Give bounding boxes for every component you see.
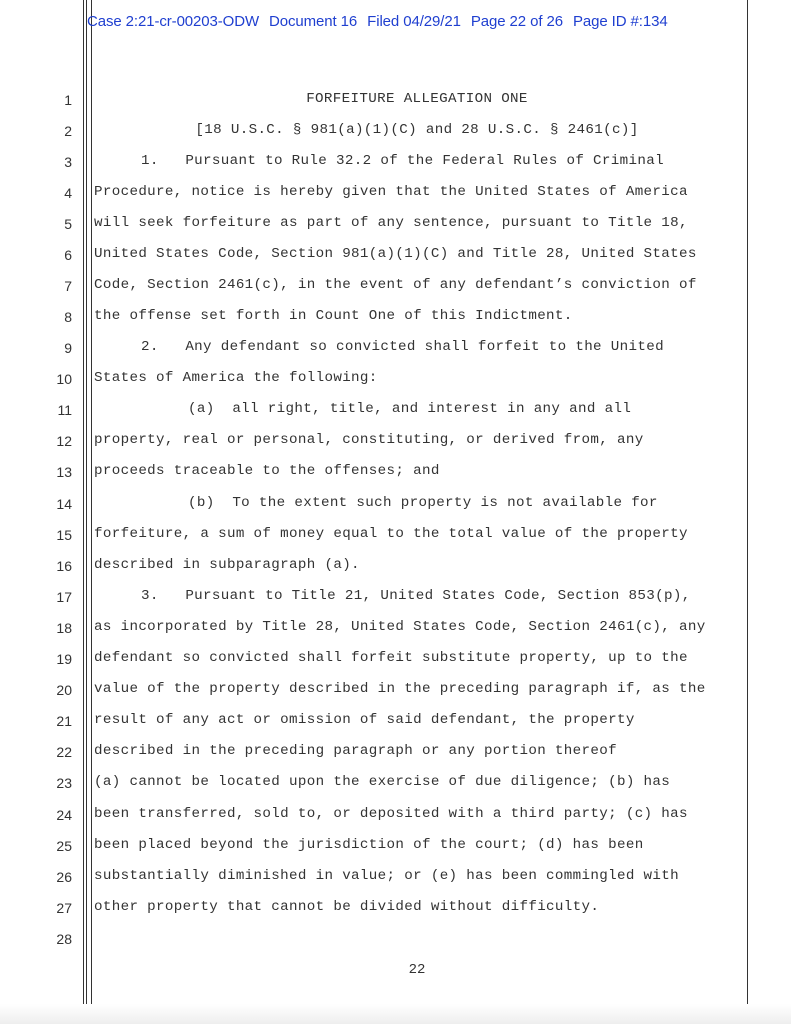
line-number: 12 — [56, 433, 72, 449]
line-number: 14 — [56, 496, 72, 512]
body-line: described in the preceding paragraph or any portion thereof — [94, 743, 617, 759]
body-line: described in subparagraph (a). — [94, 557, 360, 573]
body-line: other property that cannot be divided without difficulty. — [94, 899, 600, 915]
line-number: 1 — [64, 92, 72, 108]
body-line: property, real or personal, constituting, or derived from, any — [94, 432, 644, 448]
page-id: Page ID #:134 — [572, 13, 668, 30]
body-line: (b) To the extent such property is not available for — [188, 495, 658, 511]
body-line: defendant so convicted shall forfeit substitute property, up to the — [94, 650, 688, 666]
line-number: 22 — [56, 744, 72, 760]
body-line: the offense set forth in Count One of this Indictment. — [94, 308, 573, 324]
line-number: 6 — [64, 247, 72, 263]
line-number: 15 — [56, 527, 72, 543]
body-line: 3. Pursuant to Title 21, United States Code, Section 853(p), — [141, 588, 691, 604]
body-line: substantially diminished in value; or (e) has been commingled with — [94, 868, 680, 884]
body-line: 2. Any defendant so convicted shall forfeit to the United — [141, 339, 664, 355]
body-line: Procedure, notice is hereby given that the United States of America — [94, 184, 688, 200]
line-number: 16 — [56, 558, 72, 574]
line-number: 20 — [56, 682, 72, 698]
body-line: value of the property described in the preceding paragraph if, as the — [94, 681, 706, 697]
line-number: 24 — [56, 807, 72, 823]
body-line: been placed beyond the jurisdiction of the court; (d) has been — [94, 837, 644, 853]
body-line: result of any act or omission of said defendant, the property — [94, 712, 635, 728]
body-line: (a) all right, title, and interest in any and all — [188, 401, 632, 417]
body-line: (a) cannot be located upon the exercise of due diligence; (b) has — [94, 774, 671, 790]
line-number: 18 — [56, 620, 72, 636]
case-number: Case 2:21-cr-00203-ODW — [87, 13, 260, 30]
line-number: 13 — [56, 464, 72, 480]
line-number: 5 — [64, 216, 72, 232]
statute-citation: [18 U.S.C. § 981(a)(1)(C) and 28 U.S.C. § 2461(c)] — [195, 122, 639, 138]
page-number: 22 — [408, 962, 426, 978]
text-margin-rule — [91, 0, 92, 1024]
left-margin-rule-outer — [83, 0, 84, 1024]
body-line: forfeiture, a sum of money equal to the total value of the property — [94, 526, 688, 542]
line-number: 10 — [56, 371, 72, 387]
left-margin-rule-inner — [86, 0, 87, 1024]
body-line: States of America the following: — [94, 370, 378, 386]
line-number: 8 — [64, 309, 72, 325]
line-number: 4 — [64, 185, 72, 201]
line-number: 25 — [56, 838, 72, 854]
document-number: Document 16 — [269, 13, 358, 30]
line-number: 21 — [56, 713, 72, 729]
line-number: 11 — [57, 402, 72, 418]
section-heading: FORFEITURE ALLEGATION ONE — [306, 91, 528, 107]
case-header — [87, 13, 678, 30]
line-number: 17 — [56, 589, 72, 605]
right-margin-rule — [747, 0, 748, 1024]
line-number: 2 — [64, 123, 72, 139]
body-line: Code, Section 2461(c), in the event of any defendant’s conviction of — [94, 277, 697, 293]
line-number: 3 — [64, 154, 72, 170]
body-line: been transferred, sold to, or deposited with a third party; (c) has — [94, 806, 688, 822]
body-line: 1. Pursuant to Rule 32.2 of the Federal Rules of Criminal — [141, 153, 664, 169]
line-number: 27 — [56, 900, 72, 916]
line-number: 28 — [56, 931, 72, 947]
line-number: 7 — [64, 278, 72, 294]
line-number: 19 — [56, 651, 72, 667]
line-number: 26 — [56, 869, 72, 885]
page-count: Page 22 of 26 — [470, 13, 563, 30]
filed-date: Filed 04/29/21 — [367, 13, 461, 30]
line-number: 9 — [64, 340, 72, 356]
body-line: United States Code, Section 981(a)(1)(C) and Title 28, United States — [94, 246, 697, 262]
body-line: as incorporated by Title 28, United States Code, Section 2461(c), any — [94, 619, 706, 635]
line-number: 23 — [56, 775, 72, 791]
body-line: will seek forfeiture as part of any sentence, pursuant to Title 18, — [94, 215, 688, 231]
page-bottom-shadow — [0, 1004, 791, 1024]
body-line: proceeds traceable to the offenses; and — [94, 463, 440, 479]
